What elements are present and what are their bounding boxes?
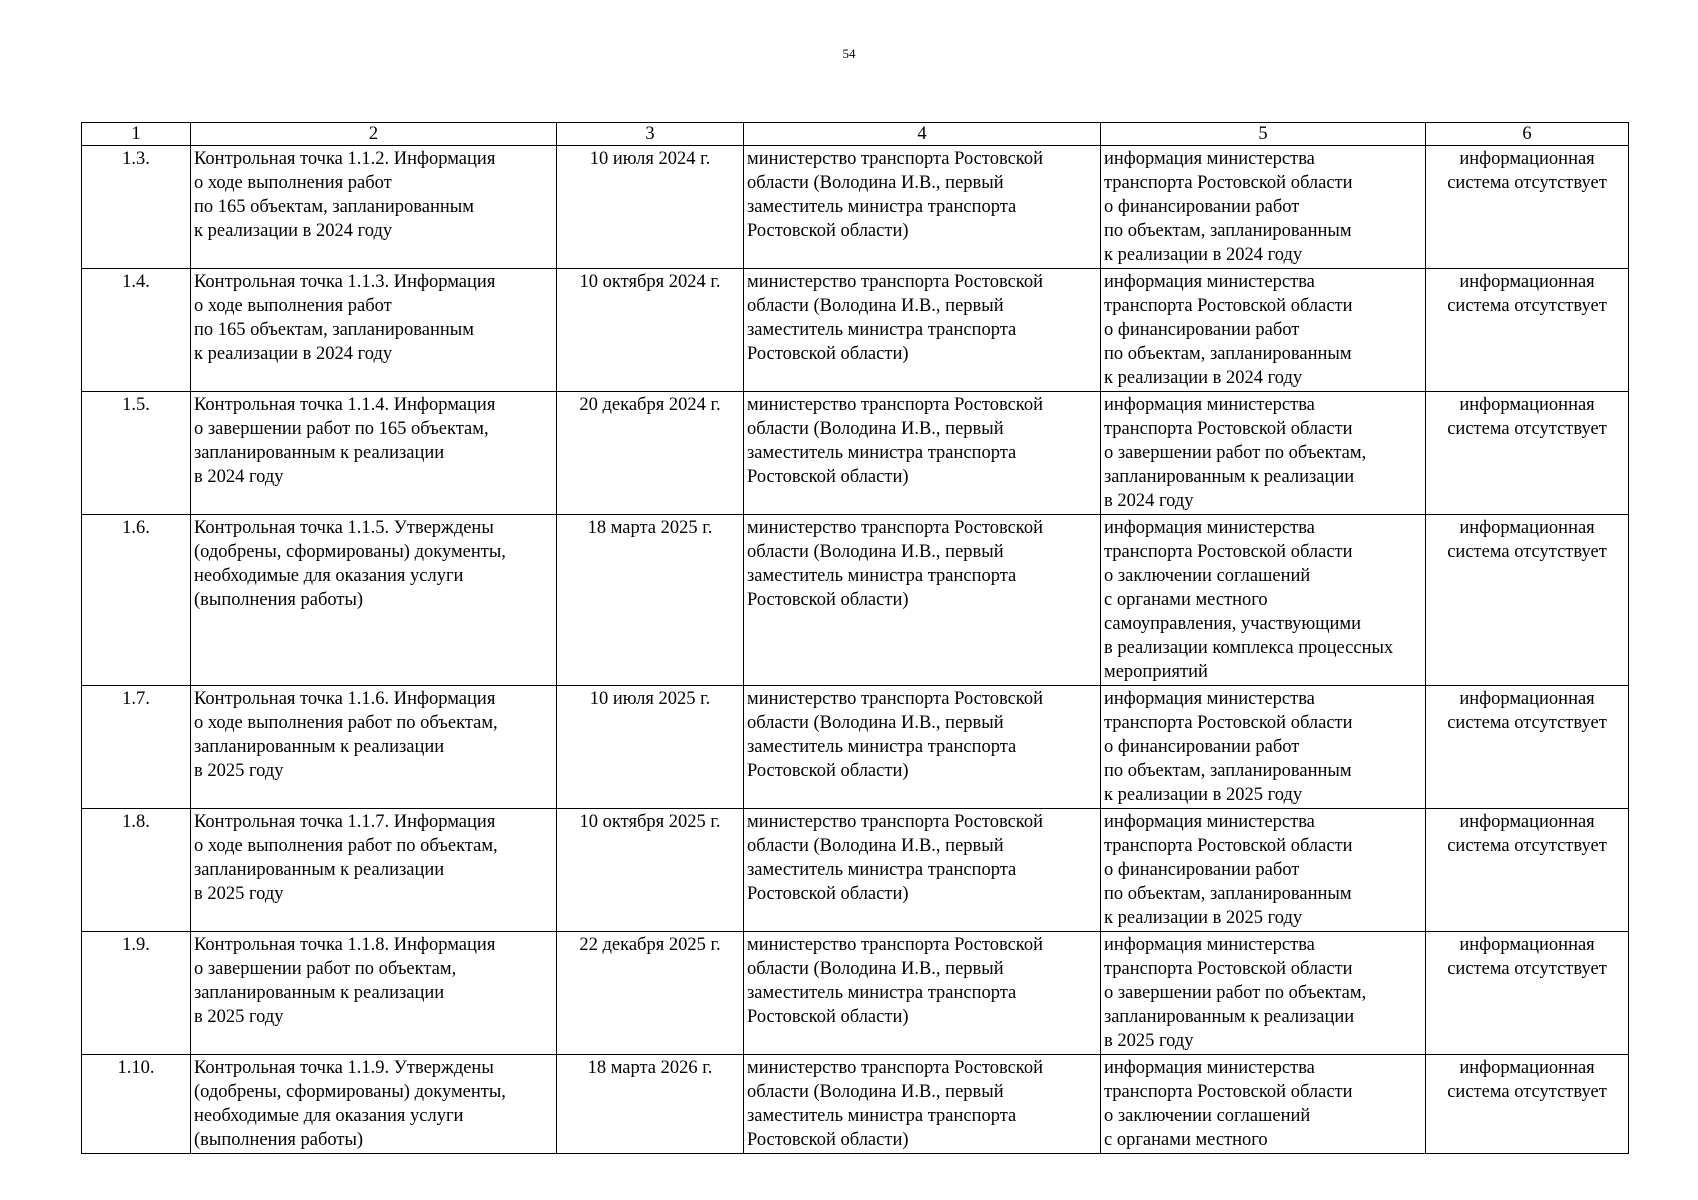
deadline-date: 22 декабря 2025 г. [579, 935, 721, 955]
responsible-text: области (Володина И.В., первый [747, 836, 1004, 856]
info-system-text: информационная [1459, 812, 1595, 832]
document-text: транспорта Ростовской области [1104, 713, 1353, 733]
responsible-text: Ростовской области) [747, 467, 909, 487]
table-row [82, 686, 1629, 809]
responsible-text: заместитель министра транспорта [747, 566, 1017, 586]
control-point-cell [191, 392, 557, 515]
row-number: 1.8. [122, 812, 150, 832]
control-point-text: Контрольная точка 1.1.8. Информация [194, 935, 496, 955]
date-cell [557, 392, 744, 515]
row-number-cell [82, 515, 191, 686]
date-cell [557, 686, 744, 809]
control-point-text: (выполнения работы) [194, 1130, 364, 1150]
responsible-text: министерство транспорта Ростовской [747, 935, 1044, 955]
responsible-text: Ростовской области) [747, 1007, 909, 1027]
document-text: информация министерства [1104, 1058, 1315, 1078]
responsible-text: министерство транспорта Ростовской [747, 395, 1044, 415]
responsible-text: министерство транспорта Ростовской [747, 1058, 1044, 1078]
info-system-cell [1426, 686, 1629, 809]
row-number-cell [82, 809, 191, 932]
responsible-text: заместитель министра транспорта [747, 860, 1017, 880]
control-point-cell [191, 1055, 557, 1154]
document-text: о заключении соглашений [1104, 1106, 1311, 1126]
responsible-text: Ростовской области) [747, 344, 909, 364]
document-text: к реализации в 2024 году [1104, 245, 1303, 265]
control-point-text: (одобрены, сформированы) документы, [194, 542, 506, 562]
responsible-text: министерство транспорта Ростовской [747, 812, 1044, 832]
document-text: о завершении работ по объектам, [1104, 983, 1367, 1003]
responsible-cell [744, 269, 1101, 392]
document-text: к реализации в 2024 году [1104, 368, 1303, 388]
control-point-cell [191, 932, 557, 1055]
responsible-text: области (Володина И.В., первый [747, 713, 1004, 733]
deadline-date: 10 октября 2025 г. [579, 812, 721, 832]
responsible-cell [744, 932, 1101, 1055]
table-row [82, 809, 1629, 932]
row-number: 1.9. [122, 935, 150, 955]
row-number-cell [82, 932, 191, 1055]
document-text: о завершении работ по объектам, [1104, 443, 1367, 463]
responsible-text: заместитель министра транспорта [747, 1106, 1017, 1126]
responsible-text: Ростовской области) [747, 221, 909, 241]
control-point-cell [191, 686, 557, 809]
responsible-text: Ростовской области) [747, 590, 909, 610]
responsible-text: министерство транспорта Ростовской [747, 689, 1044, 709]
responsible-text: заместитель министра транспорта [747, 983, 1017, 1003]
row-number: 1.7. [122, 689, 150, 709]
document-text: с органами местного [1104, 590, 1268, 610]
date-cell [557, 269, 744, 392]
control-point-cell [191, 515, 557, 686]
document-cell [1101, 146, 1426, 269]
responsible-text: заместитель министра транспорта [747, 197, 1017, 217]
document-text: транспорта Ростовской области [1104, 173, 1353, 193]
responsible-cell [744, 1055, 1101, 1154]
table-row [82, 269, 1629, 392]
info-system-text: система отсутствует [1447, 542, 1607, 562]
document-text: о финансировании работ [1104, 860, 1300, 880]
responsible-cell [744, 809, 1101, 932]
responsible-text: министерство транспорта Ростовской [747, 272, 1044, 292]
info-system-text: информационная [1459, 149, 1595, 169]
document-text: самоуправления, участвующими [1104, 614, 1361, 634]
responsible-text: области (Володина И.В., первый [747, 959, 1004, 979]
info-system-text: система отсутствует [1447, 173, 1607, 193]
row-number-cell [82, 269, 191, 392]
document-text: в 2025 году [1104, 1031, 1194, 1051]
control-point-text: Контрольная точка 1.1.6. Информация [194, 689, 496, 709]
control-point-text: запланированным к реализации [194, 737, 445, 757]
document-text: о финансировании работ [1104, 197, 1300, 217]
control-point-cell [191, 146, 557, 269]
column-number-3: 3 [557, 123, 744, 146]
control-point-text: Контрольная точка 1.1.9. Утверждены [194, 1058, 494, 1078]
control-point-text: к реализации в 2024 году [194, 221, 393, 241]
row-number-cell [82, 146, 191, 269]
info-system-text: информационная [1459, 935, 1595, 955]
info-system-text: информационная [1459, 1058, 1595, 1078]
document-text: по объектам, запланированным [1104, 344, 1352, 364]
document-text: к реализации в 2025 году [1104, 785, 1303, 805]
document-text: о заключении соглашений [1104, 566, 1311, 586]
document-text: о финансировании работ [1104, 320, 1300, 340]
document-text: запланированным к реализации [1104, 467, 1355, 487]
responsible-text: Ростовской области) [747, 761, 909, 781]
control-point-cell [191, 809, 557, 932]
control-point-text: в 2025 году [194, 1007, 284, 1027]
responsible-text: заместитель министра транспорта [747, 443, 1017, 463]
date-cell [557, 1055, 744, 1154]
info-system-cell [1426, 392, 1629, 515]
control-point-text: Контрольная точка 1.1.5. Утверждены [194, 518, 494, 538]
info-system-cell [1426, 932, 1629, 1055]
control-point-text: необходимые для оказания услуги [194, 1106, 464, 1126]
control-point-text: по 165 объектам, запланированным [194, 197, 474, 217]
info-system-text: информационная [1459, 689, 1595, 709]
control-point-text: о завершении работ по 165 объектам, [194, 419, 489, 439]
document-cell [1101, 932, 1426, 1055]
info-system-text: система отсутствует [1447, 713, 1607, 733]
info-system-cell [1426, 515, 1629, 686]
control-point-cell [191, 269, 557, 392]
info-system-cell [1426, 146, 1629, 269]
responsible-text: области (Володина И.В., первый [747, 296, 1004, 316]
document-text: с органами местного [1104, 1130, 1268, 1150]
document-text: информация министерства [1104, 935, 1315, 955]
table-row [82, 515, 1629, 686]
document-text: транспорта Ростовской области [1104, 296, 1353, 316]
info-system-text: система отсутствует [1447, 419, 1607, 439]
deadline-date: 10 июля 2025 г. [589, 689, 711, 709]
control-point-text: о ходе выполнения работ [194, 296, 392, 316]
document-text: транспорта Ростовской области [1104, 836, 1353, 856]
document-text: по объектам, запланированным [1104, 884, 1352, 904]
document-cell [1101, 515, 1426, 686]
control-point-text: Контрольная точка 1.1.4. Информация [194, 395, 496, 415]
document-text: транспорта Ростовской области [1104, 542, 1353, 562]
document-text: информация министерства [1104, 812, 1315, 832]
document-text: о финансировании работ [1104, 737, 1300, 757]
document-cell [1101, 392, 1426, 515]
control-point-text: Контрольная точка 1.1.3. Информация [194, 272, 496, 292]
responsible-text: области (Володина И.В., первый [747, 1082, 1004, 1102]
date-cell [557, 146, 744, 269]
control-point-text: Контрольная точка 1.1.2. Информация [194, 149, 496, 169]
row-number-cell [82, 392, 191, 515]
table-row [82, 146, 1629, 269]
document-text: мероприятий [1104, 662, 1208, 682]
responsible-text: области (Володина И.В., первый [747, 542, 1004, 562]
responsible-text: заместитель министра транспорта [747, 737, 1017, 757]
column-number-5: 5 [1101, 123, 1426, 146]
document-text: по объектам, запланированным [1104, 221, 1352, 241]
responsible-cell [744, 392, 1101, 515]
info-system-cell [1426, 269, 1629, 392]
control-point-text: (одобрены, сформированы) документы, [194, 1082, 506, 1102]
document-cell [1101, 269, 1426, 392]
table-row [82, 392, 1629, 515]
document-text: информация министерства [1104, 689, 1315, 709]
responsible-text: области (Володина И.В., первый [747, 419, 1004, 439]
control-point-text: о завершении работ по объектам, [194, 959, 457, 979]
document-text: в реализации комплекса процессных [1104, 638, 1394, 658]
row-number: 1.4. [122, 272, 150, 292]
document-text: транспорта Ростовской области [1104, 419, 1353, 439]
info-system-text: система отсутствует [1447, 836, 1607, 856]
document-text: информация министерства [1104, 272, 1315, 292]
document-cell [1101, 809, 1426, 932]
document-text: информация министерства [1104, 149, 1315, 169]
document-text: информация министерства [1104, 395, 1315, 415]
info-system-cell [1426, 809, 1629, 932]
info-system-text: система отсутствует [1447, 296, 1607, 316]
info-system-text: информационная [1459, 518, 1595, 538]
row-number: 1.3. [122, 149, 150, 169]
document-cell [1101, 686, 1426, 809]
row-number: 1.6. [122, 518, 150, 538]
column-number-2: 2 [191, 123, 557, 146]
document-text: транспорта Ростовской области [1104, 959, 1353, 979]
control-point-text: (выполнения работы) [194, 590, 364, 610]
table-row [82, 1055, 1629, 1154]
responsible-cell [744, 686, 1101, 809]
deadline-date: 10 июля 2024 г. [589, 149, 711, 169]
responsible-cell [744, 146, 1101, 269]
control-points-table [81, 122, 1629, 1154]
deadline-date: 18 марта 2026 г. [587, 1058, 713, 1078]
row-number-cell [82, 686, 191, 809]
control-point-text: в 2024 году [194, 467, 284, 487]
row-number: 1.5. [122, 395, 150, 415]
column-number-4: 4 [744, 123, 1101, 146]
responsible-text: Ростовской области) [747, 884, 909, 904]
control-point-text: по 165 объектам, запланированным [194, 320, 474, 340]
deadline-date: 18 марта 2025 г. [587, 518, 713, 538]
control-point-text: запланированным к реализации [194, 983, 445, 1003]
control-point-text: в 2025 году [194, 884, 284, 904]
deadline-date: 20 декабря 2024 г. [579, 395, 721, 415]
document-text: в 2024 году [1104, 491, 1194, 511]
info-system-text: система отсутствует [1447, 1082, 1607, 1102]
document-text: к реализации в 2025 году [1104, 908, 1303, 928]
control-point-text: о ходе выполнения работ по объектам, [194, 713, 498, 733]
responsible-cell [744, 515, 1101, 686]
responsible-text: Ростовской области) [747, 1130, 909, 1150]
control-point-text: запланированным к реализации [194, 860, 445, 880]
document-text: по объектам, запланированным [1104, 761, 1352, 781]
responsible-text: заместитель министра транспорта [747, 320, 1017, 340]
document-cell [1101, 1055, 1426, 1154]
control-point-text: в 2025 году [194, 761, 284, 781]
info-system-text: информационная [1459, 395, 1595, 415]
column-number-6: 6 [1426, 123, 1629, 146]
date-cell [557, 932, 744, 1055]
document-text: транспорта Ростовской области [1104, 1082, 1353, 1102]
deadline-date: 10 октября 2024 г. [579, 272, 721, 292]
control-point-text: о ходе выполнения работ [194, 173, 392, 193]
responsible-text: министерство транспорта Ростовской [747, 149, 1044, 169]
responsible-text: министерство транспорта Ростовской [747, 518, 1044, 538]
control-point-text: о ходе выполнения работ по объектам, [194, 836, 498, 856]
info-system-text: информационная [1459, 272, 1595, 292]
document-text: запланированным к реализации [1104, 1007, 1355, 1027]
control-point-text: к реализации в 2024 году [194, 344, 393, 364]
date-cell [557, 515, 744, 686]
control-point-text: запланированным к реализации [194, 443, 445, 463]
table-header-row [82, 123, 1629, 146]
page-number: 54 [842, 46, 856, 61]
document-text: информация министерства [1104, 518, 1315, 538]
info-system-text: система отсутствует [1447, 959, 1607, 979]
table-row [82, 932, 1629, 1055]
column-number-1: 1 [82, 123, 191, 146]
responsible-text: области (Володина И.В., первый [747, 173, 1004, 193]
row-number: 1.10. [117, 1058, 155, 1078]
control-point-text: Контрольная точка 1.1.7. Информация [194, 812, 496, 832]
date-cell [557, 809, 744, 932]
control-point-text: необходимые для оказания услуги [194, 566, 464, 586]
row-number-cell [82, 1055, 191, 1154]
info-system-cell [1426, 1055, 1629, 1154]
